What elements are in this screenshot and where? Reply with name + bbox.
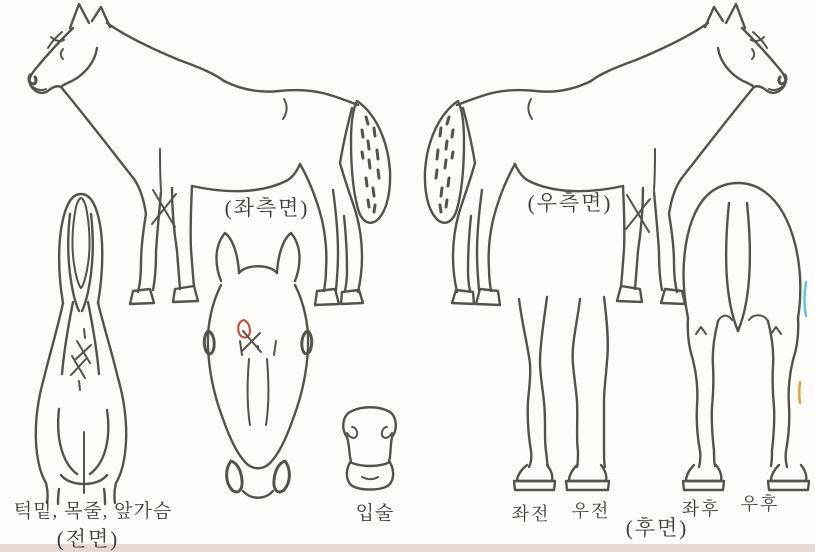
label-rear-view: (후면) [625, 516, 689, 540]
label-front-view: (전면) [56, 527, 120, 551]
label-lips: 입술 [355, 503, 395, 524]
horse-rear-view-figure [683, 183, 809, 490]
scan-artifact-orange [799, 382, 800, 403]
label-right-side-view: (우측면) [527, 191, 613, 215]
x-mark-right-foreleg [626, 195, 650, 232]
horse-head-front-figure [204, 233, 311, 498]
label-left-rear-leg: 좌후 [681, 499, 721, 519]
label-left-side-view: (좌측면) [224, 196, 310, 220]
front-legs-pair-figure [514, 297, 609, 490]
tail-line [726, 203, 738, 331]
red-forehead-mark [238, 320, 250, 337]
label-left-front-leg: 좌전 [511, 504, 551, 524]
label-front-body-parts: 턱밑, 목줄, 앞가슴 [13, 501, 173, 522]
horse-left-side-figure [29, 4, 390, 305]
scan-artifact-cyan [805, 282, 807, 316]
horse-lips-figure [343, 407, 395, 489]
x-marks-neckline [71, 329, 91, 390]
x-mark-forehead [242, 331, 261, 352]
horse-front-neck-chest-figure [36, 194, 126, 504]
label-right-front-leg: 우전 [571, 501, 611, 521]
label-right-rear-leg: 우후 [740, 494, 780, 514]
horse-right-side-figure [425, 4, 786, 305]
scan-artifact-band [0, 544, 815, 552]
